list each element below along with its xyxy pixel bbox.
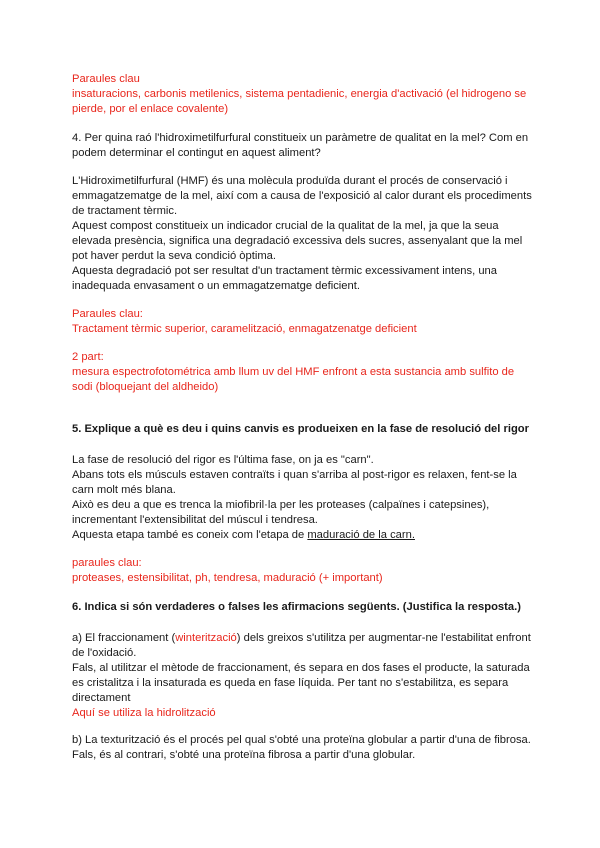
q6-item-a — [72, 631, 532, 721]
question-5-answer — [72, 453, 532, 543]
q4-part2-heading: 2 part: — [72, 351, 104, 363]
question-4-answer — [72, 174, 532, 294]
q6-a-note: Aquí se utiliza la hidrolització — [72, 707, 216, 719]
q4-answer-paragraph-2: Aquest compost constitueix un indicador crucial de la qualitat de la mel, ja que la seua elevada presència, significa una degradació excessiva dels sucres, assenyalant que la mel pot haver perdut la seva condició òptima. — [72, 220, 523, 262]
q4-keywords-heading: Paraules clau: — [72, 308, 143, 320]
q5-answer-paragraph-4 — [72, 528, 532, 543]
question-6-title — [72, 600, 532, 615]
q6-a-statement — [72, 631, 532, 661]
question-5-title-text: 5. Explique a què es deu i quins canvis es produeixen en la fase de resolució del rigor — [72, 423, 529, 435]
q4-answer-paragraph-3: Aquesta degradació pot ser resultat d'un tractament tèrmic excessivament intens, una inadequada envasament o un emmagatzematge deficient. — [72, 265, 497, 292]
keywords-block-1 — [72, 72, 532, 117]
question-4-title-text: 4. Per quina raó l'hidroximetilfurfural constitueix un paràmetre de qualitat en la mel? Com en podem determinar el contingut en aquest aliment? — [72, 132, 529, 159]
q5-answer-p4-underlined: maduració de la carn. — [307, 529, 415, 541]
q5-keywords-block — [72, 556, 532, 586]
q6-a-suffix: ) dels greixos s'utilitza per augmentar-ne l'estabilitat enfront de l'oxidació. — [72, 632, 531, 659]
q4-part2-text: mesura espectrofotométrica amb llum uv del HMF enfront a esta sustancia amb sulfito de sodi (bloquejant del aldheido) — [72, 366, 515, 393]
q5-answer-p4-prefix: Aquesta etapa també es coneix com l'etapa de — [72, 529, 308, 541]
question-6-title-text: 6. Indica si són verdaderes o falses les afirmacions següents. (Justifica la resposta.) — [72, 601, 521, 613]
question-4-title — [72, 131, 532, 161]
q4-keywords-block — [72, 307, 532, 337]
q4-part2-block — [72, 350, 532, 395]
q4-keywords-text: Tractament tèrmic superior, caramelització, enmagatzenatge deficient — [72, 323, 417, 335]
q6-b-statement: b) La texturització és el procés pel qual s'obté una proteïna globular a partir d'una de fibrosa. — [72, 734, 531, 746]
q4-answer-paragraph-1: L'Hidroximetilfurfural (HMF) és una molècula produïda durant el procés de conservació i emmagatzematge de la mel, així com a causa de l'exposició al calor durant els procediments de tractament tèrmic. — [72, 175, 532, 217]
q5-answer-paragraph-3: Això es deu a que es trenca la miofibril·la per les proteases (calpaïnes i catepsines), incrementant l'extensibilitat del múscul i tendresa. — [72, 499, 490, 526]
q6-item-b — [72, 733, 532, 763]
keywords-heading: Paraules clau — [72, 73, 140, 85]
q5-answer-paragraph-1: La fase de resolució del rigor es l'última fase, on ja es "carn". — [72, 454, 374, 466]
q5-answer-paragraph-2: Abans tots els músculs estaven contraïts i quan s'arriba al post-rigor es relaxen, fent-se la carn molt més blana. — [72, 469, 517, 496]
q5-keywords-heading: paraules clau: — [72, 557, 142, 569]
q6-b-answer: Fals, és al contrari, s'obté una proteïna fibrosa a partir d'una globular. — [72, 749, 416, 761]
q6-a-prefix: a) El fraccionament ( — [72, 632, 176, 644]
question-5-title — [72, 422, 532, 437]
q6-a-red-term: winterització — [175, 632, 237, 644]
keywords-text: insaturacions, carbonis metilenics, sistema pentadienic, energia d'activació (el hidrogeno se pierde, por el enlace covalente) — [72, 88, 527, 115]
q6-a-answer: Fals, al utilitzar el mètode de fraccionament, és separa en dos fases el producte, la saturada es cristalitza i la insaturada es queda en fase líquida. Per tant no s'estabilitza, es separa directament — [72, 662, 530, 704]
q5-keywords-text: proteases, estensibilitat, ph, tendresa, maduració (+ important) — [72, 572, 383, 584]
